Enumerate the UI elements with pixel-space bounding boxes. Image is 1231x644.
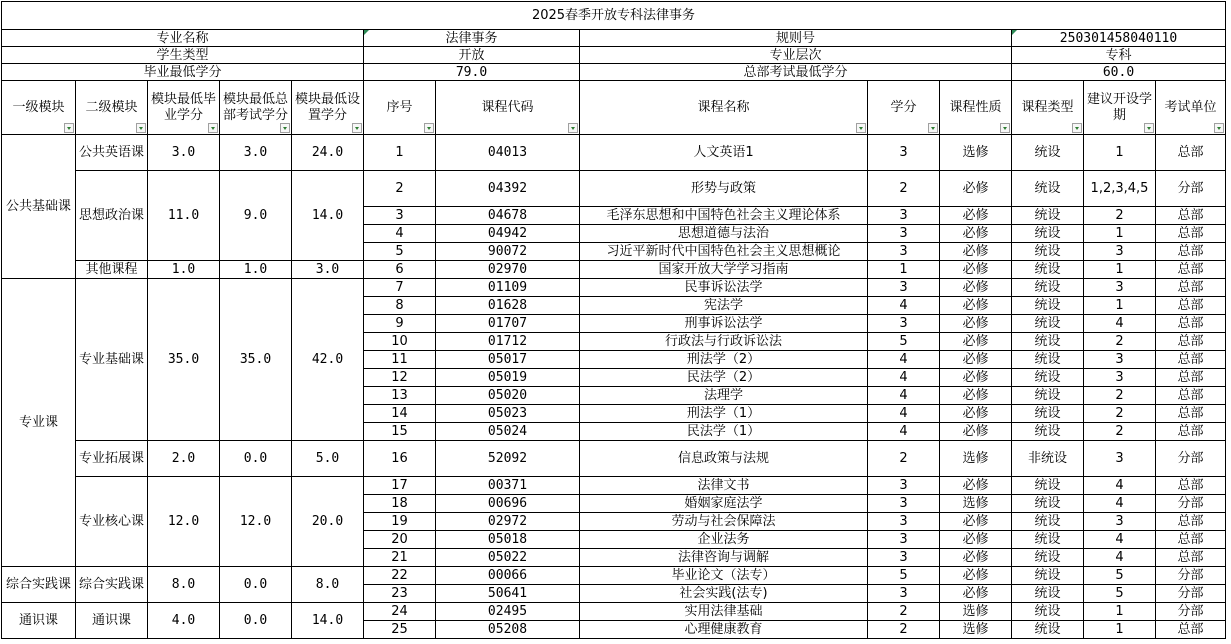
code-cell[interactable]: 05023 — [436, 405, 580, 423]
term-cell[interactable]: 1 — [1084, 297, 1156, 315]
code-cell[interactable]: 00066 — [436, 567, 580, 585]
unit-cell[interactable]: 总部 — [1156, 621, 1226, 639]
nature-cell[interactable]: 必修 — [940, 297, 1012, 315]
course-name-cell[interactable]: 思想道德与法治 — [580, 225, 868, 243]
course-name-cell[interactable]: 刑法学（2） — [580, 351, 868, 369]
term-cell[interactable]: 4 — [1084, 531, 1156, 549]
course-name-cell[interactable]: 企业法务 — [580, 531, 868, 549]
nature-cell[interactable]: 选修 — [940, 135, 1012, 171]
filter-dropdown-icon[interactable] — [568, 123, 578, 133]
credit-cell[interactable]: 3 — [868, 495, 940, 513]
seq-cell[interactable]: 13 — [364, 387, 436, 405]
nature-cell[interactable]: 必修 — [940, 351, 1012, 369]
credit-cell[interactable]: 3 — [868, 585, 940, 603]
hq-min-cell[interactable]: 0.0 — [220, 567, 292, 603]
hq-min-credits-value[interactable]: 60.0 — [1012, 64, 1226, 81]
module-l2-cell[interactable]: 专业核心课 — [76, 477, 148, 567]
table-row — [2, 567, 1226, 585]
module-l2-cell[interactable]: 通识课 — [76, 603, 148, 639]
type-cell[interactable]: 统设 — [1012, 549, 1084, 567]
term-cell[interactable]: 4 — [1084, 495, 1156, 513]
seq-cell[interactable]: 21 — [364, 549, 436, 567]
module-l2-cell[interactable]: 公共英语课 — [76, 135, 148, 171]
grad-min-cell[interactable]: 3.0 — [148, 135, 220, 171]
credit-cell[interactable]: 4 — [868, 423, 940, 441]
code-cell[interactable]: 05024 — [436, 423, 580, 441]
filter-dropdown-icon[interactable] — [1144, 123, 1154, 133]
credit-cell[interactable]: 3 — [868, 315, 940, 333]
type-cell[interactable]: 统设 — [1012, 477, 1084, 495]
credit-cell[interactable]: 3 — [868, 135, 940, 171]
major-name-value[interactable]: 法律事务 — [364, 30, 580, 47]
filter-dropdown-icon[interactable] — [1000, 123, 1010, 133]
term-cell[interactable]: 1 — [1084, 621, 1156, 639]
credit-cell[interactable]: 3 — [868, 513, 940, 531]
filter-dropdown-icon[interactable] — [1072, 123, 1082, 133]
seq-cell[interactable]: 12 — [364, 369, 436, 387]
term-cell[interactable]: 4 — [1084, 477, 1156, 495]
term-cell[interactable]: 3 — [1084, 243, 1156, 261]
module-l2-cell[interactable]: 其他课程 — [76, 261, 148, 279]
type-cell[interactable]: 统设 — [1012, 279, 1084, 297]
code-cell[interactable]: 04678 — [436, 207, 580, 225]
course-name-cell[interactable]: 形势与政策 — [580, 171, 868, 207]
code-cell[interactable]: 00371 — [436, 477, 580, 495]
term-cell[interactable]: 1 — [1084, 225, 1156, 243]
filter-dropdown-icon[interactable] — [1214, 123, 1224, 133]
type-cell[interactable]: 统设 — [1012, 171, 1084, 207]
module-l1-cell[interactable]: 公共基础课 — [2, 135, 76, 279]
type-cell[interactable]: 统设 — [1012, 369, 1084, 387]
nature-cell[interactable]: 选修 — [940, 495, 1012, 513]
course-name-cell[interactable]: 习近平新时代中国特色社会主义思想概论 — [580, 243, 868, 261]
set-min-cell[interactable]: 42.0 — [292, 279, 364, 441]
filter-dropdown-icon[interactable] — [424, 123, 434, 133]
credit-cell[interactable]: 4 — [868, 351, 940, 369]
min-credits-label[interactable]: 毕业最低学分 — [2, 64, 364, 81]
type-cell[interactable]: 统设 — [1012, 405, 1084, 423]
course-plan-table — [1, 1, 1226, 639]
credit-cell[interactable]: 3 — [868, 549, 940, 567]
nature-cell[interactable]: 必修 — [940, 477, 1012, 495]
header-seq[interactable]: 序号 — [364, 81, 436, 135]
term-cell[interactable]: 1 — [1084, 135, 1156, 171]
nature-cell[interactable]: 必修 — [940, 207, 1012, 225]
hq-min-credits-label[interactable]: 总部考试最低学分 — [580, 64, 1012, 81]
unit-cell[interactable]: 分部 — [1156, 567, 1226, 585]
hq-min-cell[interactable]: 35.0 — [220, 279, 292, 441]
credit-cell[interactable]: 1 — [868, 261, 940, 279]
nature-cell[interactable]: 选修 — [940, 603, 1012, 621]
course-name-cell[interactable]: 刑事诉讼法学 — [580, 315, 868, 333]
credit-cell[interactable]: 4 — [868, 405, 940, 423]
type-cell[interactable]: 统设 — [1012, 351, 1084, 369]
module-l2-cell[interactable]: 专业拓展课 — [76, 441, 148, 477]
credit-cell[interactable]: 3 — [868, 207, 940, 225]
nature-cell[interactable]: 必修 — [940, 333, 1012, 351]
table-row — [2, 477, 1226, 495]
type-cell[interactable]: 统设 — [1012, 297, 1084, 315]
credit-cell[interactable]: 2 — [868, 441, 940, 477]
nature-cell[interactable]: 必修 — [940, 171, 1012, 207]
course-name-cell[interactable]: 宪法学 — [580, 297, 868, 315]
nature-cell[interactable]: 选修 — [940, 441, 1012, 477]
seq-cell[interactable]: 22 — [364, 567, 436, 585]
header-unit[interactable]: 考试单位 — [1156, 81, 1226, 135]
unit-cell[interactable]: 总部 — [1156, 243, 1226, 261]
credit-cell[interactable]: 4 — [868, 297, 940, 315]
credit-cell[interactable]: 5 — [868, 333, 940, 351]
filter-dropdown-icon[interactable] — [64, 123, 74, 133]
grad-min-cell[interactable]: 12.0 — [148, 477, 220, 567]
course-name-cell[interactable]: 毛泽东思想和中国特色社会主义理论体系 — [580, 207, 868, 225]
filter-dropdown-icon[interactable] — [280, 123, 290, 133]
course-name-cell[interactable]: 信息政策与法规 — [580, 441, 868, 477]
credit-cell[interactable]: 4 — [868, 369, 940, 387]
credit-cell[interactable]: 3 — [868, 243, 940, 261]
nature-cell[interactable]: 必修 — [940, 369, 1012, 387]
unit-cell[interactable]: 总部 — [1156, 531, 1226, 549]
seq-cell[interactable]: 25 — [364, 621, 436, 639]
course-name-cell[interactable]: 实用法律基础 — [580, 603, 868, 621]
rule-no-value[interactable]: 250301458040110 — [1012, 30, 1226, 47]
table-row — [2, 261, 1226, 279]
header-set-min[interactable]: 模块最低设置学分 — [292, 81, 364, 135]
nature-cell[interactable]: 必修 — [940, 423, 1012, 441]
type-cell[interactable]: 统设 — [1012, 333, 1084, 351]
term-cell[interactable]: 2 — [1084, 405, 1156, 423]
nature-cell[interactable]: 必修 — [940, 387, 1012, 405]
unit-cell[interactable]: 总部 — [1156, 207, 1226, 225]
course-name-cell[interactable]: 社会实践(法专) — [580, 585, 868, 603]
code-cell[interactable]: 01628 — [436, 297, 580, 315]
unit-cell[interactable]: 总部 — [1156, 351, 1226, 369]
unit-cell[interactable]: 分部 — [1156, 585, 1226, 603]
table-row — [2, 135, 1226, 171]
course-name-cell[interactable]: 民法学（1） — [580, 423, 868, 441]
hq-min-cell[interactable]: 12.0 — [220, 477, 292, 567]
credit-cell[interactable]: 2 — [868, 171, 940, 207]
term-cell[interactable]: 2 — [1084, 387, 1156, 405]
code-cell[interactable]: 05022 — [436, 549, 580, 567]
nature-cell[interactable]: 必修 — [940, 567, 1012, 585]
nature-cell[interactable]: 必修 — [940, 549, 1012, 567]
hq-min-cell[interactable]: 1.0 — [220, 261, 292, 279]
credit-cell[interactable]: 4 — [868, 387, 940, 405]
header-l1[interactable]: 一级模块 — [2, 81, 76, 135]
code-cell[interactable]: 01109 — [436, 279, 580, 297]
code-cell[interactable]: 05020 — [436, 387, 580, 405]
module-l1-cell[interactable]: 综合实践课 — [2, 567, 76, 603]
term-cell[interactable]: 1 — [1084, 603, 1156, 621]
grad-min-cell[interactable]: 35.0 — [148, 279, 220, 441]
code-cell[interactable]: 02972 — [436, 513, 580, 531]
nature-cell[interactable]: 必修 — [940, 315, 1012, 333]
term-cell[interactable]: 5 — [1084, 567, 1156, 585]
course-name-cell[interactable]: 心理健康教育 — [580, 621, 868, 639]
type-cell[interactable]: 统设 — [1012, 531, 1084, 549]
seq-cell[interactable]: 16 — [364, 441, 436, 477]
course-name-cell[interactable]: 法律咨询与调解 — [580, 549, 868, 567]
term-cell[interactable]: 3 — [1084, 369, 1156, 387]
header-credit[interactable]: 学分 — [868, 81, 940, 135]
seq-cell[interactable]: 20 — [364, 531, 436, 549]
code-cell[interactable]: 02495 — [436, 603, 580, 621]
nature-cell[interactable]: 选修 — [940, 621, 1012, 639]
credit-cell[interactable]: 2 — [868, 621, 940, 639]
module-l1-cell[interactable]: 通识课 — [2, 603, 76, 639]
module-l1-cell[interactable]: 专业课 — [2, 279, 76, 567]
nature-cell[interactable]: 必修 — [940, 513, 1012, 531]
set-min-cell[interactable]: 8.0 — [292, 567, 364, 603]
type-cell[interactable]: 统设 — [1012, 243, 1084, 261]
seq-cell[interactable]: 10 — [364, 333, 436, 351]
sheet-title[interactable]: 2025春季开放专科法律事务 — [2, 2, 1226, 30]
header-code[interactable]: 课程代码 — [436, 81, 580, 135]
code-cell[interactable]: 05019 — [436, 369, 580, 387]
term-cell[interactable]: 1 — [1084, 261, 1156, 279]
course-name-cell[interactable]: 毕业论文（法专） — [580, 567, 868, 585]
student-type-value[interactable]: 开放 — [364, 47, 580, 64]
rule-no-label[interactable]: 规则号 — [580, 30, 1012, 47]
header-hq-min[interactable]: 模块最低总部考试学分 — [220, 81, 292, 135]
code-cell[interactable]: 50641 — [436, 585, 580, 603]
unit-cell[interactable]: 总部 — [1156, 225, 1226, 243]
table-row — [2, 171, 1226, 207]
set-min-cell[interactable]: 20.0 — [292, 477, 364, 567]
nature-cell[interactable]: 必修 — [940, 225, 1012, 243]
type-cell[interactable]: 统设 — [1012, 603, 1084, 621]
type-cell[interactable]: 统设 — [1012, 495, 1084, 513]
header-term[interactable]: 建议开设学期 — [1084, 81, 1156, 135]
unit-cell[interactable]: 总部 — [1156, 513, 1226, 531]
course-name-cell[interactable]: 国家开放大学学习指南 — [580, 261, 868, 279]
course-name-cell[interactable]: 婚姻家庭法学 — [580, 495, 868, 513]
type-cell[interactable]: 统设 — [1012, 621, 1084, 639]
course-name-cell[interactable]: 刑法学（1） — [580, 405, 868, 423]
course-name-cell[interactable]: 法理学 — [580, 387, 868, 405]
seq-cell[interactable]: 11 — [364, 351, 436, 369]
grad-min-cell[interactable]: 2.0 — [148, 441, 220, 477]
level-value[interactable]: 专科 — [1012, 47, 1226, 64]
term-cell[interactable]: 3 — [1084, 513, 1156, 531]
grad-min-cell[interactable]: 1.0 — [148, 261, 220, 279]
credit-cell[interactable]: 3 — [868, 531, 940, 549]
seq-cell[interactable]: 6 — [364, 261, 436, 279]
student-type-label[interactable]: 学生类型 — [2, 47, 364, 64]
seq-cell[interactable]: 7 — [364, 279, 436, 297]
seq-cell[interactable]: 24 — [364, 603, 436, 621]
hq-min-cell[interactable]: 9.0 — [220, 171, 292, 261]
nature-cell[interactable]: 必修 — [940, 279, 1012, 297]
grad-min-cell[interactable]: 11.0 — [148, 171, 220, 261]
seq-cell[interactable]: 1 — [364, 135, 436, 171]
header-type[interactable]: 课程类型 — [1012, 81, 1084, 135]
seq-cell[interactable]: 14 — [364, 405, 436, 423]
seq-cell[interactable]: 23 — [364, 585, 436, 603]
code-cell[interactable]: 04942 — [436, 225, 580, 243]
set-min-cell[interactable]: 3.0 — [292, 261, 364, 279]
code-cell[interactable]: 00696 — [436, 495, 580, 513]
unit-cell[interactable]: 总部 — [1156, 279, 1226, 297]
seq-cell[interactable]: 2 — [364, 171, 436, 207]
hq-min-cell[interactable]: 0.0 — [220, 441, 292, 477]
code-cell[interactable]: 02970 — [436, 261, 580, 279]
table-row — [2, 441, 1226, 477]
credit-cell[interactable]: 3 — [868, 477, 940, 495]
code-cell[interactable]: 01707 — [436, 315, 580, 333]
hq-min-cell[interactable]: 0.0 — [220, 603, 292, 639]
credit-cell[interactable]: 2 — [868, 603, 940, 621]
credit-cell[interactable]: 3 — [868, 225, 940, 243]
seq-cell[interactable]: 18 — [364, 495, 436, 513]
unit-cell[interactable]: 总部 — [1156, 387, 1226, 405]
unit-cell[interactable]: 总部 — [1156, 315, 1226, 333]
unit-cell[interactable]: 总部 — [1156, 135, 1226, 171]
course-name-cell[interactable]: 行政法与行政诉讼法 — [580, 333, 868, 351]
filter-dropdown-icon[interactable] — [352, 123, 362, 133]
seq-cell[interactable]: 15 — [364, 423, 436, 441]
unit-cell[interactable]: 分部 — [1156, 171, 1226, 207]
header-name[interactable]: 课程名称 — [580, 81, 868, 135]
type-cell[interactable]: 统设 — [1012, 225, 1084, 243]
term-cell[interactable]: 4 — [1084, 549, 1156, 567]
nature-cell[interactable]: 必修 — [940, 531, 1012, 549]
header-l2[interactable]: 二级模块 — [76, 81, 148, 135]
term-cell[interactable]: 2 — [1084, 207, 1156, 225]
unit-cell[interactable]: 总部 — [1156, 405, 1226, 423]
header-grad-min[interactable]: 模块最低毕业学分 — [148, 81, 220, 135]
seq-cell[interactable]: 3 — [364, 207, 436, 225]
major-name-label[interactable]: 专业名称 — [2, 30, 364, 47]
code-cell[interactable]: 05018 — [436, 531, 580, 549]
term-cell[interactable]: 4 — [1084, 315, 1156, 333]
course-name-cell[interactable]: 民法学（2） — [580, 369, 868, 387]
seq-cell[interactable]: 9 — [364, 315, 436, 333]
unit-cell[interactable]: 总部 — [1156, 261, 1226, 279]
course-name-cell[interactable]: 人文英语1 — [580, 135, 868, 171]
filter-dropdown-icon[interactable] — [208, 123, 218, 133]
credit-cell[interactable]: 3 — [868, 279, 940, 297]
code-cell[interactable]: 01712 — [436, 333, 580, 351]
hq-min-cell[interactable]: 3.0 — [220, 135, 292, 171]
nature-cell[interactable]: 必修 — [940, 243, 1012, 261]
term-cell[interactable]: 2 — [1084, 423, 1156, 441]
unit-cell[interactable]: 总部 — [1156, 423, 1226, 441]
module-l2-cell[interactable]: 思想政治课 — [76, 171, 148, 261]
grad-min-cell[interactable]: 8.0 — [148, 567, 220, 603]
type-cell[interactable]: 统设 — [1012, 423, 1084, 441]
module-l2-cell[interactable]: 综合实践课 — [76, 567, 148, 603]
type-cell[interactable]: 统设 — [1012, 387, 1084, 405]
type-cell[interactable]: 非统设 — [1012, 441, 1084, 477]
header-nature[interactable]: 课程性质 — [940, 81, 1012, 135]
min-credits-value[interactable]: 79.0 — [364, 64, 580, 81]
set-min-cell[interactable]: 5.0 — [292, 441, 364, 477]
term-cell[interactable]: 5 — [1084, 585, 1156, 603]
type-cell[interactable]: 统设 — [1012, 261, 1084, 279]
code-cell[interactable]: 05208 — [436, 621, 580, 639]
term-cell[interactable]: 3 — [1084, 351, 1156, 369]
module-l2-cell[interactable]: 专业基础课 — [76, 279, 148, 441]
grad-min-cell[interactable]: 4.0 — [148, 603, 220, 639]
credit-cell[interactable]: 5 — [868, 567, 940, 585]
unit-cell[interactable]: 总部 — [1156, 477, 1226, 495]
nature-cell[interactable]: 必修 — [940, 585, 1012, 603]
unit-cell[interactable]: 总部 — [1156, 369, 1226, 387]
unit-cell[interactable]: 总部 — [1156, 297, 1226, 315]
level-label[interactable]: 专业层次 — [580, 47, 1012, 64]
seq-cell[interactable]: 17 — [364, 477, 436, 495]
type-cell[interactable]: 统设 — [1012, 207, 1084, 225]
seq-cell[interactable]: 19 — [364, 513, 436, 531]
filter-dropdown-icon[interactable] — [856, 123, 866, 133]
course-name-cell[interactable]: 法律文书 — [580, 477, 868, 495]
term-cell[interactable]: 3 — [1084, 441, 1156, 477]
course-name-cell[interactable]: 民事诉讼法学 — [580, 279, 868, 297]
code-cell[interactable]: 04392 — [436, 171, 580, 207]
unit-cell[interactable]: 总部 — [1156, 333, 1226, 351]
unit-cell[interactable]: 总部 — [1156, 549, 1226, 567]
term-cell[interactable]: 2 — [1084, 333, 1156, 351]
unit-cell[interactable]: 分部 — [1156, 495, 1226, 513]
code-cell[interactable]: 05017 — [436, 351, 580, 369]
set-min-cell[interactable]: 14.0 — [292, 603, 364, 639]
code-cell[interactable]: 52092 — [436, 441, 580, 477]
code-cell[interactable]: 04013 — [436, 135, 580, 171]
seq-cell[interactable]: 5 — [364, 243, 436, 261]
type-cell[interactable]: 统设 — [1012, 135, 1084, 171]
type-cell[interactable]: 统设 — [1012, 315, 1084, 333]
table-row — [2, 603, 1226, 621]
course-name-cell[interactable]: 劳动与社会保障法 — [580, 513, 868, 531]
nature-cell[interactable]: 必修 — [940, 405, 1012, 423]
code-cell[interactable]: 90072 — [436, 243, 580, 261]
set-min-cell[interactable]: 14.0 — [292, 171, 364, 261]
type-cell[interactable]: 统设 — [1012, 585, 1084, 603]
set-min-cell[interactable]: 24.0 — [292, 135, 364, 171]
filter-dropdown-icon[interactable] — [136, 123, 146, 133]
type-cell[interactable]: 统设 — [1012, 513, 1084, 531]
nature-cell[interactable]: 必修 — [940, 261, 1012, 279]
unit-cell[interactable]: 分部 — [1156, 441, 1226, 477]
filter-dropdown-icon[interactable] — [928, 123, 938, 133]
type-cell[interactable]: 统设 — [1012, 567, 1084, 585]
table-row — [2, 279, 1226, 297]
seq-cell[interactable]: 8 — [364, 297, 436, 315]
seq-cell[interactable]: 4 — [364, 225, 436, 243]
unit-cell[interactable]: 分部 — [1156, 603, 1226, 621]
term-cell[interactable]: 3 — [1084, 279, 1156, 297]
term-cell[interactable]: 1,2,3,4,5 — [1084, 171, 1156, 207]
